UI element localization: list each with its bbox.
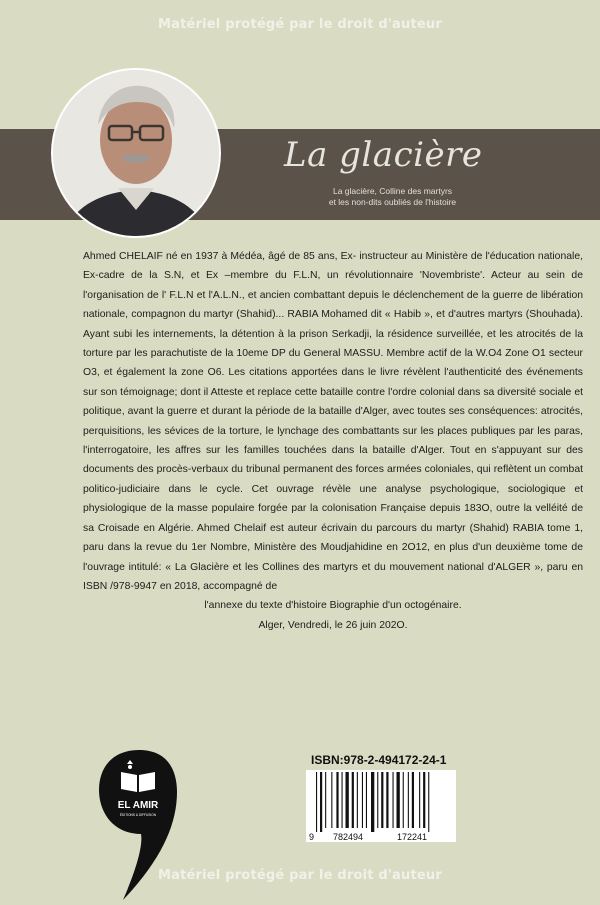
publisher-tagline: ÉDITIONS & DIFFUSION — [119, 813, 157, 817]
barcode-bars — [316, 772, 429, 832]
isbn-label: ISBN:978-2-494172-24-1 — [311, 753, 447, 767]
barcode-bar — [397, 772, 400, 828]
barcode-bar — [336, 772, 338, 828]
barcode-bar — [423, 772, 425, 828]
barcode-bar — [352, 772, 354, 828]
barcode-bar — [362, 772, 363, 828]
barcode-digits-right: 172241 — [396, 832, 428, 842]
signature-line: Alger, Vendredi, le 26 juin 202O. — [258, 619, 408, 631]
barcode-bar — [371, 772, 374, 832]
biography-paragraph: Ahmed CHELAIF né en 1937 à Médéa, âgé de 85 ans, Ex- instructeur au Ministère de l'éducation nationale, Ex-cadre de la S.N, et Ex –membre du F.L.N, un révolutionnaire 'Novembriste'. Acteur au sein de l'organisation de l' F.L.N et l'A.L.N., et ancien combattant depuis le déclenchement de la guerre de libération nationale, compagnon du martyr (Shahid)... RABIA Mohamed dit « Habib », et d'autres martyrs (Shouhada). Ayant subi les internements, la détention à la prison Serkadji, la résidence surveillée, et les atrocités de la torture par les parachutiste de la 10eme DP du General MASSU. Membre actif de la W.O4 Zone O1 secteur O3, et également la zone O6. Les citations apportées dans le livre révèlent l'authenticité des événements sur son témoignage; dont il Atteste et replace cette bataille contre l'ordre colonial dans sa diversité sociale et politique, avant la guerre et durant la période de la bataille d'Alger, avec toutes ses conséquences: atrocités, perquisitions, les sévices de la torture, le lynchage des combattants sur les places publiques par les paras, l'interrogatoire, les affres sur les familles touchées dans la bataille d'Alger. Tout en s'appuyant sur des documents des procès-verbaux du tribunal permanent des forces armées coloniales, qui reflètent un combat politico-judiciaire dans le cycle. Cet ouvrage révèle une analyse psychologique, sociologique et physiologique de la masse populaire forgée par la colonisation Française depuis 183O, outre la velléité de sa Croisade en Algérie. Ahmed Chelaif est auteur écrivain du parcours du martyr (Shahid) RABIA tome 1, paru dans la revue du 1er Nombre, Ministère des Moudjahidine en 2O12, en plus d'un deuxième tome de l'ouvrage intitulé: « La Glacière et les Collines des martyrs et du mouvement national d'ALGER », paru en ISBN /978-9947 en 2018, accompagné de — [83, 251, 583, 592]
barcode-digits-left: 782494 — [332, 832, 364, 842]
barcode-bar — [428, 772, 429, 832]
author-photo — [53, 70, 219, 236]
author-biography — [83, 247, 583, 635]
barcode-bar — [381, 772, 383, 828]
barcode-bar — [386, 772, 388, 828]
subtitle-line-2: et les non-dits oubliés de l'histoire — [328, 197, 457, 207]
barcode-bar — [357, 772, 358, 828]
barcode-bar — [393, 772, 394, 828]
watermark-top: Matériel protégé par le droit d'auteur — [157, 17, 442, 32]
barcode-bar — [331, 772, 332, 828]
book-title: La glacière — [284, 135, 483, 175]
barcode-bar — [316, 772, 317, 832]
barcode-digit-first: 9 — [309, 832, 315, 842]
barcode-bar — [412, 772, 414, 828]
barcode-bar — [320, 772, 322, 832]
barcode-bar — [377, 772, 378, 828]
barcode-bar — [366, 772, 367, 828]
biography-last-line: l'annexe du texte d'histoire Biographie d'un octogénaire. — [204, 600, 462, 612]
barcode-bar — [419, 772, 420, 828]
barcode-bar — [346, 772, 349, 828]
isbn-barcode — [306, 770, 456, 842]
barcode-bar — [403, 772, 404, 828]
publisher-name: EL AMIR — [117, 800, 159, 811]
subtitle-line-1: La glacière, Colline des martyrs — [332, 186, 453, 196]
book-subtitle — [300, 186, 485, 208]
author-portrait-image — [53, 70, 219, 236]
watermark-bottom: Matériel protégé par le droit d'auteur — [157, 868, 442, 883]
barcode-bar — [342, 772, 343, 828]
barcode-bar — [325, 772, 326, 828]
barcode-bar — [408, 772, 409, 828]
